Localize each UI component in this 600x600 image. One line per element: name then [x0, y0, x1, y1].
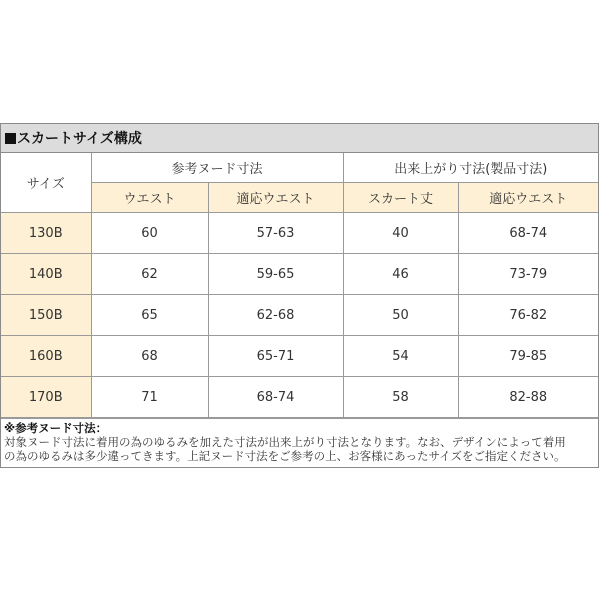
black-square-icon [5, 133, 16, 144]
table-row [1, 213, 598, 254]
header-fit-waist-finished: 適応ウエスト [458, 183, 598, 213]
fit-waist-cell: 59-65 [208, 254, 343, 295]
skirt-length-cell: 50 [343, 295, 458, 336]
fit-waist-finished-cell: 82-88 [458, 377, 598, 418]
fit-waist-finished-cell: 68-74 [458, 213, 598, 254]
fit-waist-cell: 57-63 [208, 213, 343, 254]
header-group-finished: 出来上がり寸法(製品寸法) [343, 153, 598, 183]
table-row [1, 295, 598, 336]
chart-title: スカートサイズ構成 [17, 131, 142, 147]
size-cell: 170B [1, 377, 91, 418]
fit-waist-cell: 68-74 [208, 377, 343, 418]
table-row [1, 377, 598, 418]
table-row [1, 254, 598, 295]
skirt-length-cell: 54 [343, 336, 458, 377]
header-fit-waist: 適応ウエスト [208, 183, 343, 213]
waist-cell: 62 [91, 254, 208, 295]
fit-waist-finished-cell: 79-85 [458, 336, 598, 377]
size-notes [1, 418, 598, 467]
chart-title-bar [1, 124, 598, 153]
waist-cell: 68 [91, 336, 208, 377]
header-group-nude: 参考ヌード寸法 [91, 153, 343, 183]
header-row-columns [1, 183, 598, 213]
header-row-groups [1, 153, 598, 183]
size-cell: 160B [1, 336, 91, 377]
size-cell: 130B [1, 213, 91, 254]
header-size: サイズ [1, 153, 91, 213]
skirt-length-cell: 40 [343, 213, 458, 254]
size-cell: 140B [1, 254, 91, 295]
size-cell: 150B [1, 295, 91, 336]
header-skirt-length: スカート丈 [343, 183, 458, 213]
table-row [1, 336, 598, 377]
waist-cell: 65 [91, 295, 208, 336]
fit-waist-cell: 65-71 [208, 336, 343, 377]
fit-waist-cell: 62-68 [208, 295, 343, 336]
notes-line-1: 対象ヌード寸法に着用の為のゆるみを加えた寸法が出来上がり寸法となります。なお、デザインによって着用 [4, 435, 566, 449]
notes-heading: ※参考ヌード寸法： [4, 421, 108, 435]
size-chart [0, 123, 599, 468]
notes-line-2: の為のゆるみは多少違ってきます。上記ヌード寸法をご参考の上、お客様にあったサイズをご指定ください。 [4, 449, 566, 463]
waist-cell: 71 [91, 377, 208, 418]
fit-waist-finished-cell: 73-79 [458, 254, 598, 295]
skirt-length-cell: 58 [343, 377, 458, 418]
size-table [1, 153, 598, 418]
fit-waist-finished-cell: 76-82 [458, 295, 598, 336]
skirt-length-cell: 46 [343, 254, 458, 295]
header-waist: ウエスト [91, 183, 208, 213]
waist-cell: 60 [91, 213, 208, 254]
